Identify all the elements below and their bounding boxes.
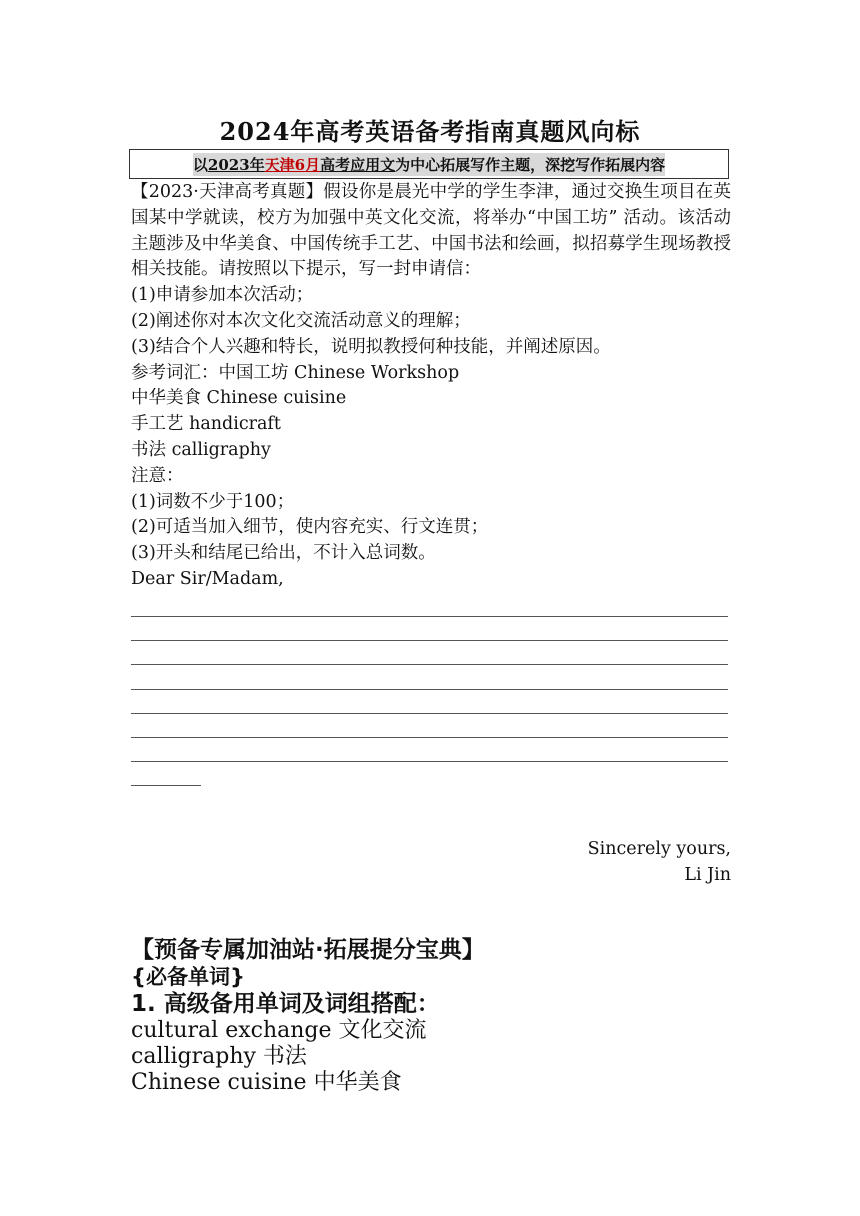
writing-blank-line (131, 593, 728, 617)
salutation: Dear Sir/Madam, (131, 568, 284, 589)
reference-vocab-2: 中华美食 Chinese cuisine (131, 388, 347, 409)
section-subheading: {必备单词} (131, 965, 245, 989)
topic-banner (129, 149, 729, 179)
requirement-2: (2)阐述你对本次文化交流活动意义的理解； (131, 310, 471, 331)
note-3: (3)开头和结尾已给出，不计入总词数。 (131, 543, 436, 564)
banner-place: 天津6月 (264, 155, 321, 174)
notes-heading: 注意： (131, 465, 184, 486)
banner-prefix: 以 (192, 155, 208, 174)
writing-blank-line (131, 714, 728, 738)
prompt-block (131, 180, 731, 786)
vocab-list-heading: 1. 高级备用单词及词组搭配： (131, 991, 440, 1017)
signature: Li Jin (684, 865, 731, 885)
requirement-1: (1)申请参加本次活动； (131, 285, 314, 306)
reference-vocab-1: 参考词汇：中国工坊 Chinese Workshop (131, 362, 460, 383)
vocab-item: cultural exchange 文化交流 (131, 1018, 427, 1043)
vocab-item: calligraphy 书法 (131, 1044, 307, 1069)
vocab-item: Chinese cuisine 中华美食 (131, 1070, 402, 1095)
writing-blank-line (131, 617, 728, 641)
writing-blank-line (131, 738, 728, 762)
writing-blank-line (131, 690, 728, 714)
requirement-3: (3)结合个人兴趣和特长，说明拟教授何种技能，并阐述原因。 (131, 336, 611, 357)
prompt-intro: 【2023·天津高考真题】假设你是晨光中学的学生李津，通过交换生项目在英国某中学就读，校方为加强中英文化交流，将举办“中国工坊” 活动。该活动主题涉及中华美食、中国传统手工艺、中国书法和绘画，拟招募学生现场教授相关技能。请按照以下提示，写一封申请信： (131, 182, 731, 280)
reference-vocab-4: 书法 calligraphy (131, 439, 271, 460)
writing-blank-line-short (131, 762, 201, 786)
extension-section (131, 936, 771, 1096)
note-2: (2)可适当加入细节，使内容充实、行文连贯； (131, 517, 489, 538)
banner-type: 高考应用文 (320, 155, 396, 174)
banner-text (193, 153, 665, 176)
document-title: 2024年高考英语备考指南真题风向标 (219, 117, 641, 146)
banner-suffix: 为中心拓展写作主题，深挖写作拓展内容 (395, 155, 666, 174)
banner-year: 2023年 (207, 155, 265, 174)
section-heading: 【预备专属加油站·拓展提分宝典】 (131, 937, 485, 963)
writing-blank-line (131, 665, 728, 689)
closing-line: Sincerely yours, (587, 839, 731, 859)
writing-blank-line (131, 641, 728, 665)
reference-vocab-3: 手工艺 handicraft (131, 414, 281, 435)
note-1: (1)词数不少于100； (131, 491, 295, 512)
